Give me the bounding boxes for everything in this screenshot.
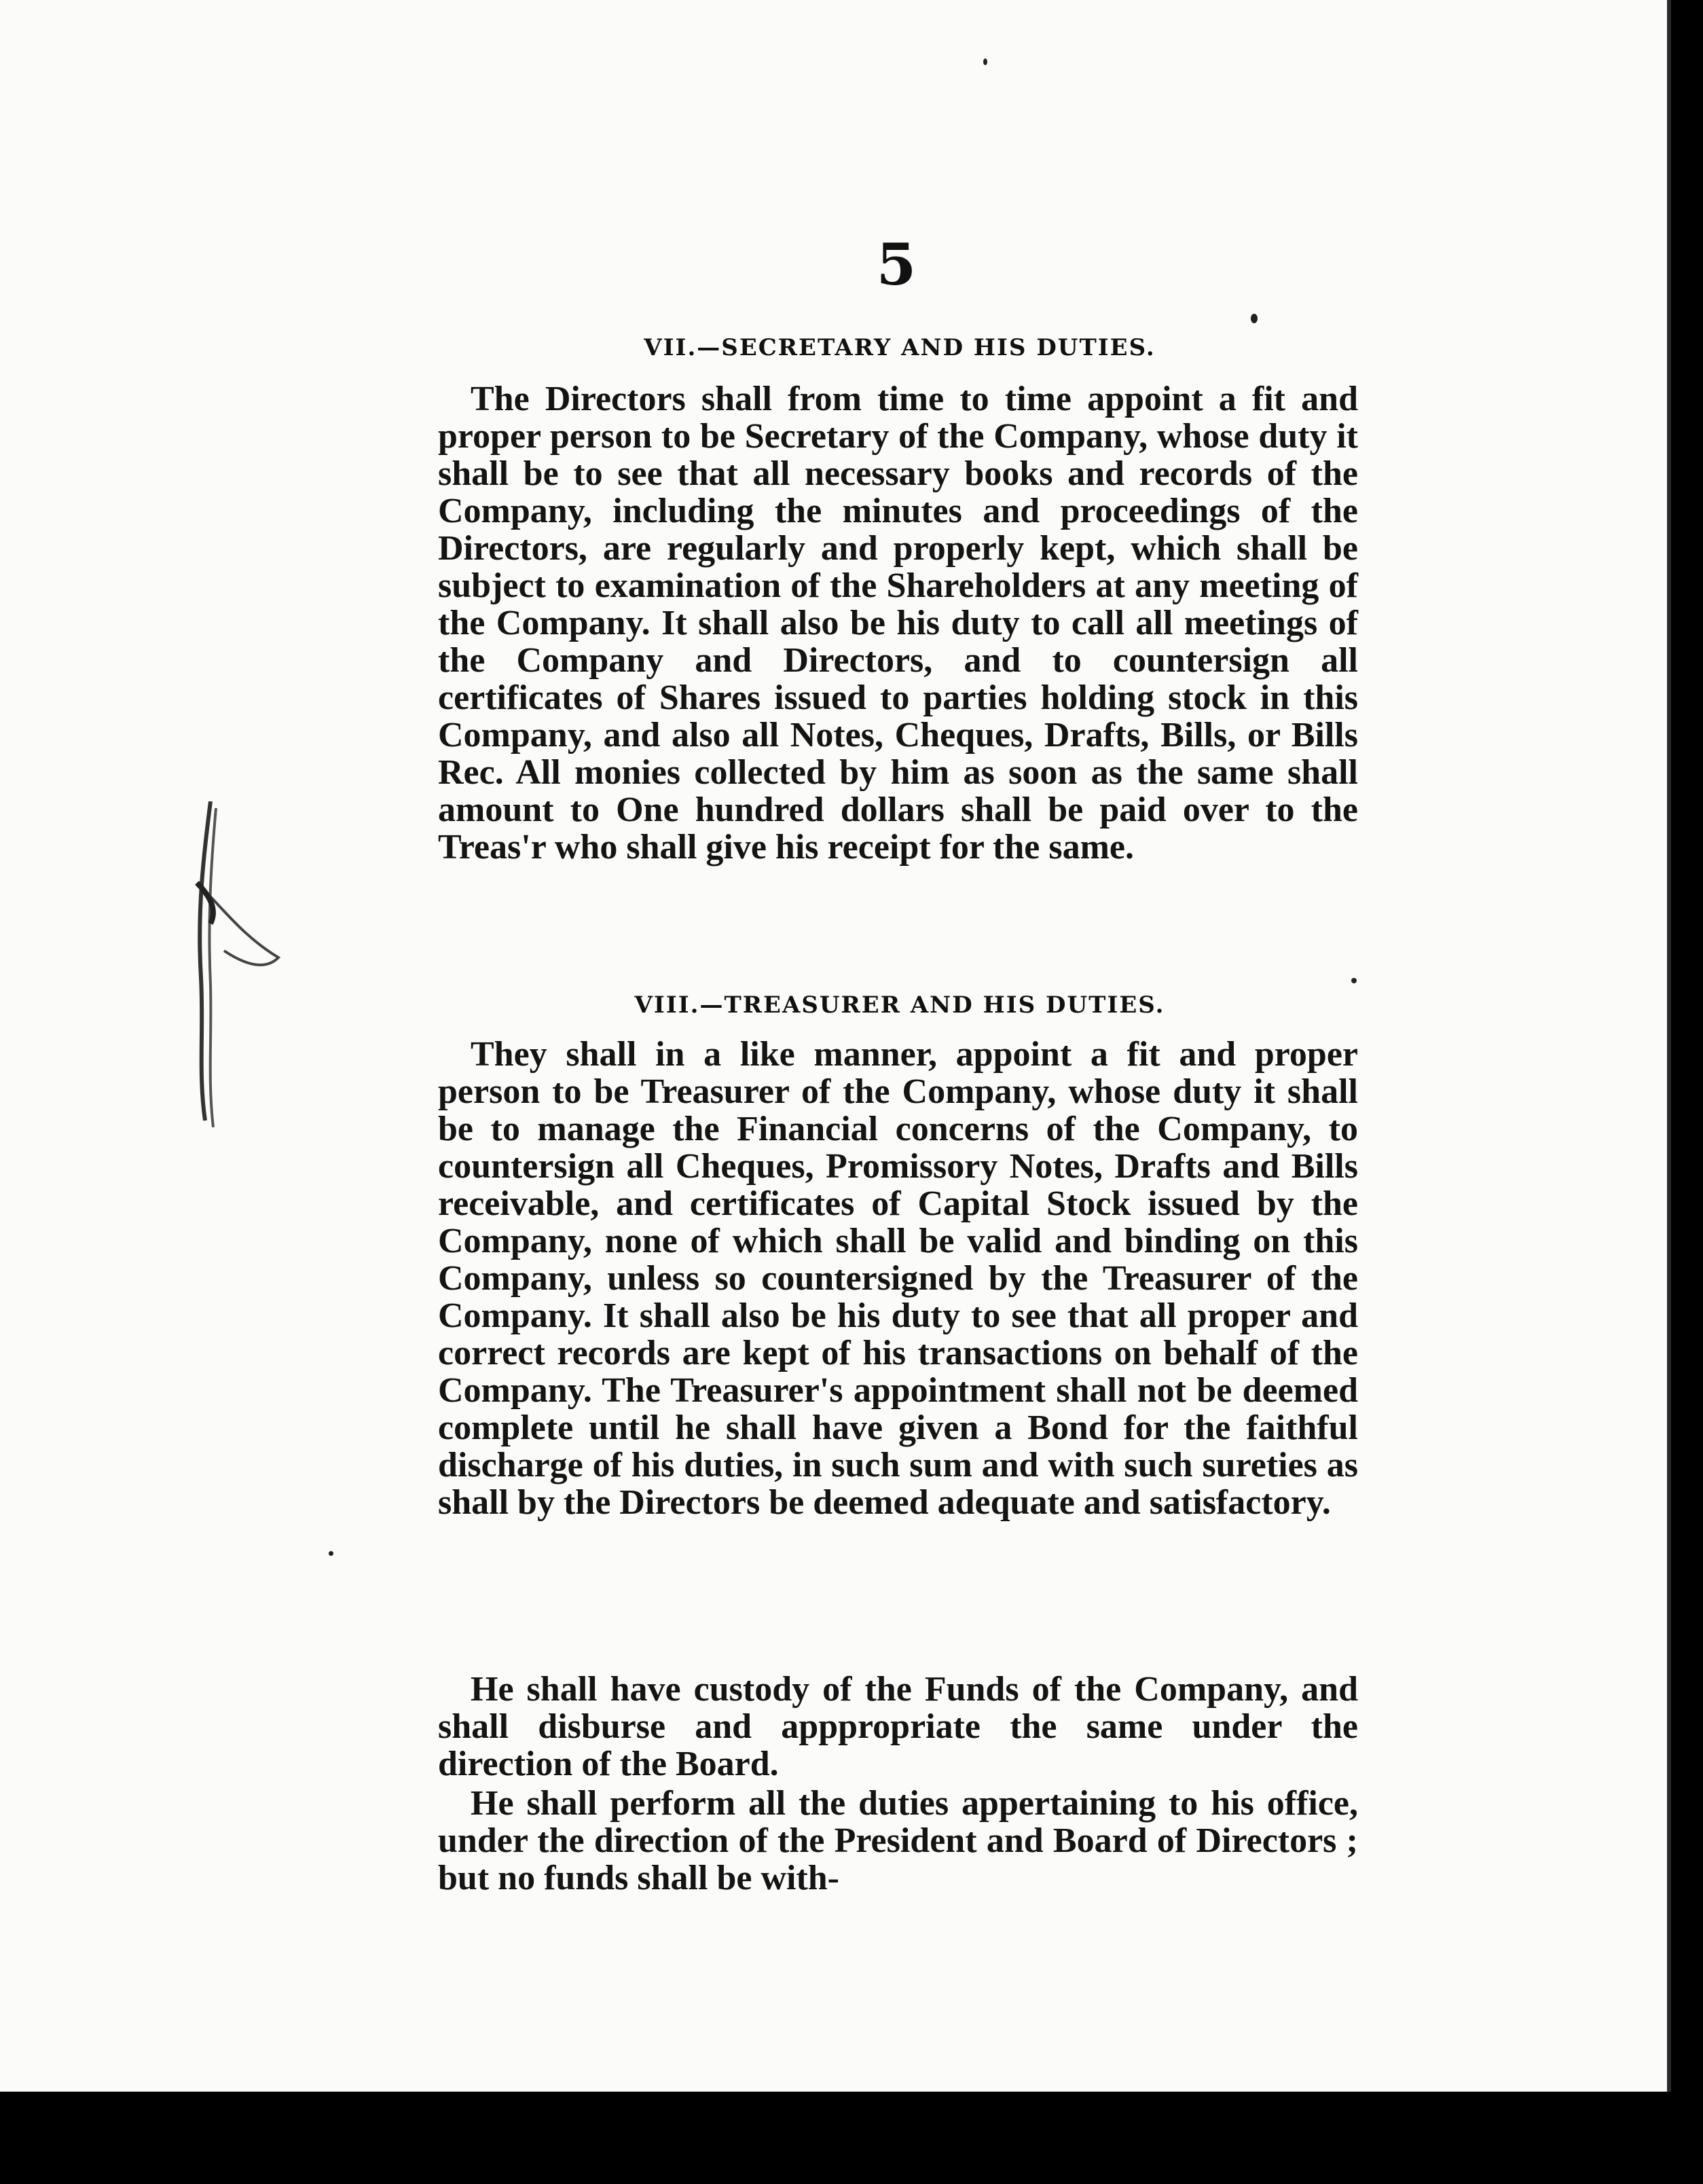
paragraph-treasurer-office: He shall perform all the duties appertaining to his office, under the direction of the President and Board of Directors ; but no funds shall be with-	[438, 1784, 1358, 1897]
ink-speck	[1351, 978, 1357, 983]
binding-thread-mark	[183, 801, 292, 1127]
ink-speck	[329, 1551, 333, 1556]
section-heading-treasurer: VIII.—TREASURER AND HIS DUTIES.	[634, 991, 1165, 1019]
ink-speck	[983, 58, 987, 65]
section-heading-secretary: VII.—SECRETARY AND HIS DUTIES.	[644, 334, 1156, 361]
ink-speck	[1251, 314, 1258, 323]
paragraph-treasurer-custody: He shall have custody of the Funds of the Company, and shall disburse and apppropriate the same under the direction of the Board.	[438, 1670, 1358, 1783]
paragraph-treasurer-appointment: They shall in a like manner, appoint a fit and proper person to be Treasurer of the Company, whose duty it shall be to manage the Financial concerns of the Company, to countersign all Cheques, Promissory Notes, Drafts and Bills receivable, and certificates of Capital Stock issued by the Company, none of which shall be valid and binding on this Company, unless so countersigned by the Treasurer of the Company. It shall also be his duty to see that all proper and correct records are kept of his transactions on behalf of the Company. The Treasurer's appointment shall not be deemed complete until he shall have given a Bond for the faithful discharge of his duties, in such sum and with such sureties as shall by the Directors be deemed adequate and satisfactory.	[438, 1035, 1358, 1522]
paragraph-secretary-duties: The Directors shall from time to time appoint a fit and proper person to be Secretary of the Company, whose duty it shall be to see that all necessary books and records of the Company, including the minutes and proceedings of the Directors, are regularly and properly kept, which shall be subject to examination of the Shareholders at any meeting of the Company. It shall also be his duty to call all meetings of the Company and Directors, and to countersign all certificates of Shares issued to parties holding stock in this Company, and also all Notes, Cheques, Drafts, Bills, or Bills Rec. All monies collected by him as soon as the same shall amount to One hundred dollars shall be paid over to the Treas'r who shall give his receipt for the same.	[438, 380, 1358, 867]
page-number: 5	[876, 231, 917, 298]
